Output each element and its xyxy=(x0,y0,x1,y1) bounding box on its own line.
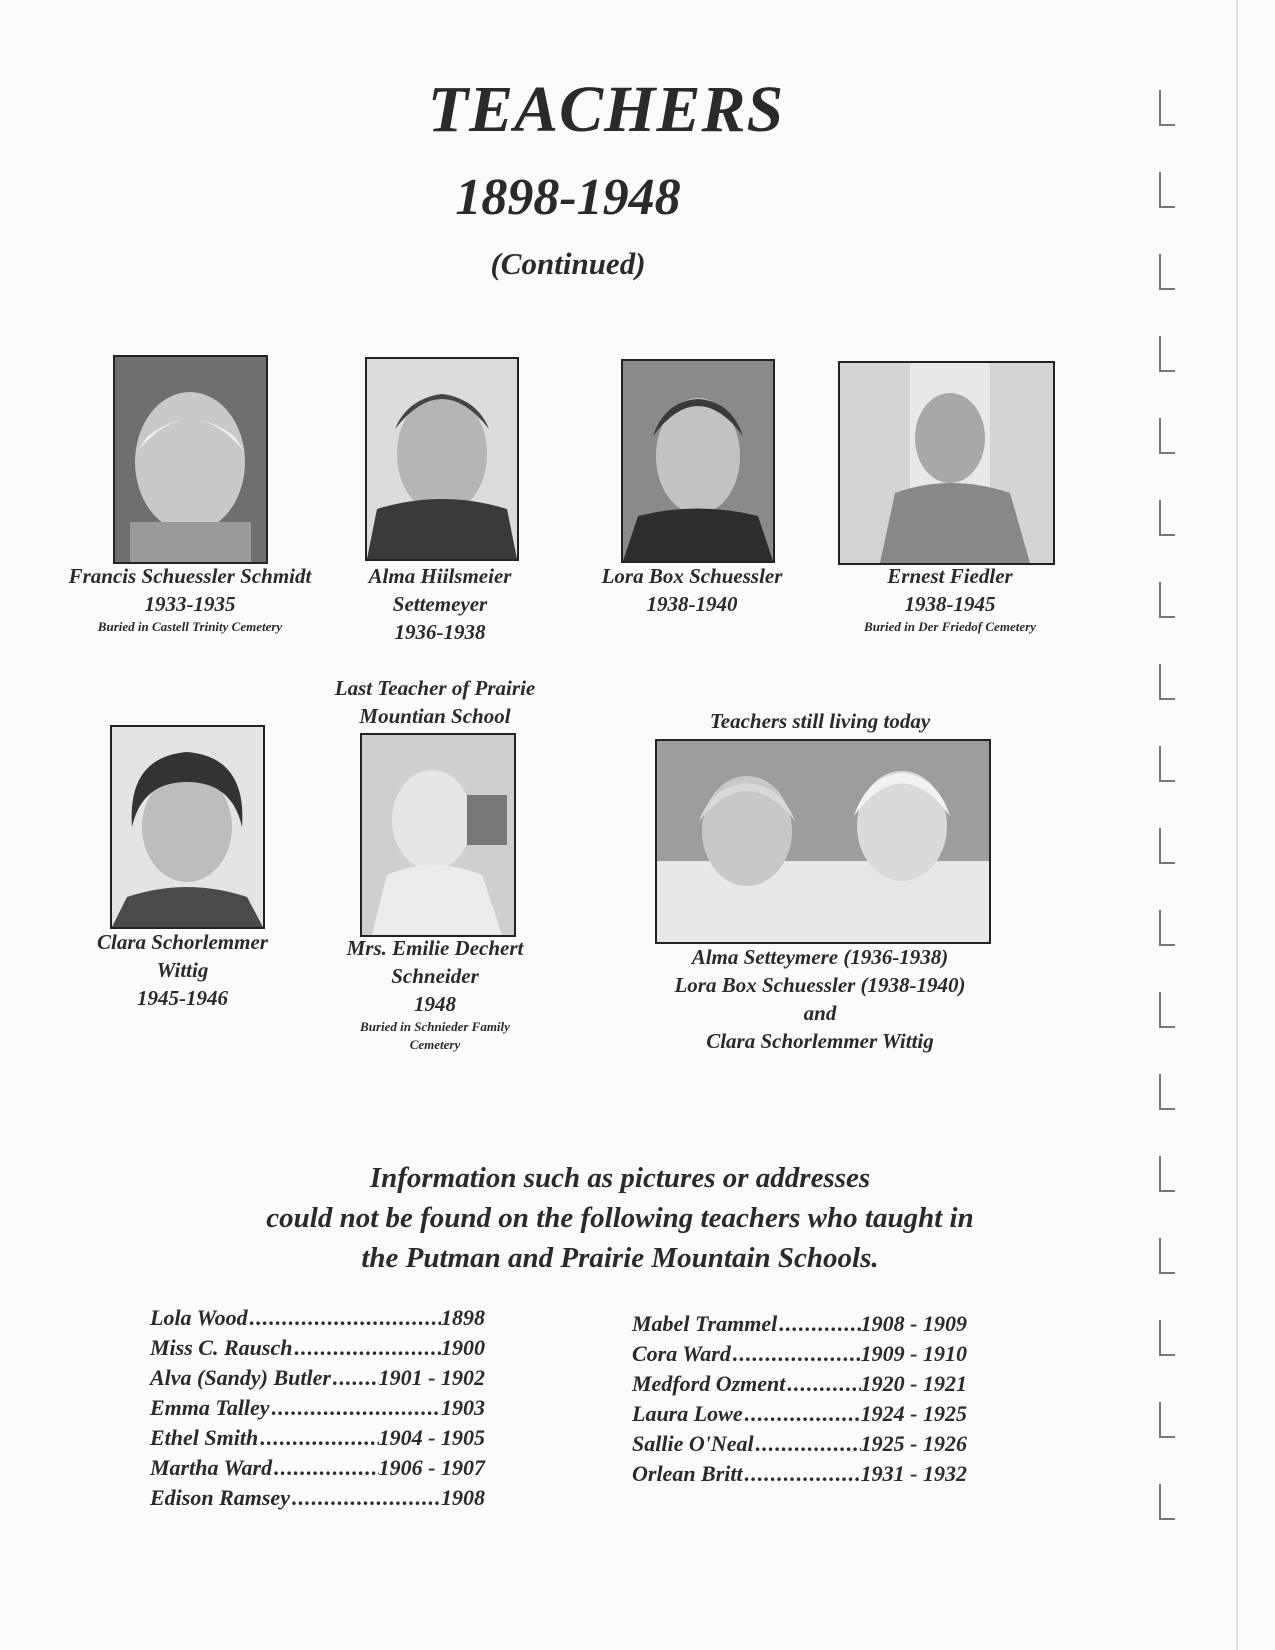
binding-mark xyxy=(1159,992,1175,1028)
teacher-name: Wittig xyxy=(156,958,209,982)
list-item: Cora Ward ..... 1909 - 1910 xyxy=(632,1339,967,1369)
teacher-list-right xyxy=(632,1309,967,1489)
list-item: Martha Ward ..... 1906 - 1907 xyxy=(150,1453,485,1483)
binding-mark xyxy=(1159,172,1175,208)
teacher-years: 1933-1935 xyxy=(144,592,236,616)
info-line: could not be found on the following teachers who taught in xyxy=(266,1202,974,1234)
teacher-name: Ernest Fiedler xyxy=(887,564,1013,588)
binding-mark xyxy=(1159,254,1175,290)
caption-line: Clara Schorlemmer Wittig xyxy=(706,1029,934,1053)
list-item: Edison Ramsey ..... 1908 xyxy=(150,1483,485,1513)
teacher-list-left xyxy=(150,1303,485,1513)
page-title: TEACHERS xyxy=(427,73,785,146)
photo-lora-schuessler xyxy=(621,359,775,563)
binding-mark xyxy=(1159,664,1175,700)
binding-mark xyxy=(1159,746,1175,782)
list-item: Medford Ozment ..... 1920 - 1921 xyxy=(632,1369,967,1399)
info-line: Information such as pictures or addresses xyxy=(369,1162,871,1194)
photo-emilie-schneider xyxy=(360,733,516,937)
photo-ernest-fiedler xyxy=(838,361,1055,565)
photo-clara-wittig xyxy=(110,725,265,929)
teacher-years: 1938-1945 xyxy=(904,592,996,616)
caption-line: and xyxy=(803,1001,837,1025)
caption-lora-schuessler xyxy=(552,562,832,618)
binding-mark xyxy=(1159,1402,1175,1438)
binding-mark xyxy=(1159,1074,1175,1110)
burial-note: Buried in Schnieder Family xyxy=(360,1019,510,1034)
list-item: Alva (Sandy) Butler ..... 1901 - 1902 xyxy=(150,1363,485,1393)
teacher-name: Mrs. Emilie Dechert xyxy=(346,936,524,960)
list-item: Miss C. Rausch ..... 1900 xyxy=(150,1333,485,1363)
binding-mark xyxy=(1159,582,1175,618)
caption-living-teachers xyxy=(600,943,1040,1055)
list-item: Laura Lowe ..... 1924 - 1925 xyxy=(632,1399,967,1429)
burial-note: Buried in Der Friedof Cemetery xyxy=(864,619,1036,634)
teacher-years: 1945-1946 xyxy=(137,986,228,1010)
teacher-name: Settemeyer xyxy=(392,592,488,616)
caption-alma-settemeyer xyxy=(300,562,580,646)
binding-mark xyxy=(1159,1484,1175,1520)
page-years: 1898-1948 xyxy=(455,169,681,226)
list-item: Lola Wood ..... 1898 xyxy=(150,1303,485,1333)
teacher-years: 1936-1938 xyxy=(394,620,486,644)
binding-mark xyxy=(1159,1320,1175,1356)
binding-mark xyxy=(1159,418,1175,454)
teacher-years: 1938-1940 xyxy=(646,592,738,616)
teacher-name: Francis Schuessler Schmidt xyxy=(68,564,312,588)
photo-living-teachers xyxy=(655,739,991,944)
photo-alma-settemeyer xyxy=(365,357,519,561)
last-teacher-label xyxy=(300,674,570,730)
teacher-name: Alma Hiilsmeier xyxy=(368,564,512,588)
info-line: the Putman and Prairie Mountain Schools. xyxy=(361,1242,879,1274)
label-line: Last Teacher of Prairie xyxy=(334,676,536,700)
list-item: Sallie O'Neal ..... 1925 - 1926 xyxy=(632,1429,967,1459)
teacher-name: Lora Box Schuessler xyxy=(601,564,783,588)
teacher-name: Schneider xyxy=(391,964,479,988)
binding-mark xyxy=(1159,828,1175,864)
list-item: Mabel Trammel ..... 1908 - 1909 xyxy=(632,1309,967,1339)
caption-line: Lora Box Schuessler (1938-1940) xyxy=(674,973,966,997)
teacher-name: Clara Schorlemmer xyxy=(97,930,268,954)
photo-francis-schmidt xyxy=(113,355,268,564)
page-subtitle: (Continued) xyxy=(490,246,646,281)
caption-clara-wittig xyxy=(40,928,325,1012)
page-edge xyxy=(1236,0,1238,1650)
caption-emilie-schneider xyxy=(300,934,570,1054)
burial-note: Cemetery xyxy=(409,1037,461,1052)
binding-mark xyxy=(1159,1238,1175,1274)
binding-mark xyxy=(1159,1156,1175,1192)
binding-mark xyxy=(1159,910,1175,946)
list-item: Orlean Britt ..... 1931 - 1932 xyxy=(632,1459,967,1489)
info-paragraph xyxy=(120,1158,1120,1278)
caption-ernest-fiedler xyxy=(810,562,1090,636)
binding-mark xyxy=(1159,336,1175,372)
list-item: Ethel Smith ..... 1904 - 1905 xyxy=(150,1423,485,1453)
caption-line: Alma Setteymere (1936-1938) xyxy=(691,945,949,969)
teacher-years: 1948 xyxy=(414,992,456,1016)
living-teachers-label: Teachers still living today xyxy=(709,709,931,733)
caption-francis-schmidt xyxy=(40,562,340,636)
burial-note: Buried in Castell Trinity Cemetery xyxy=(97,619,283,634)
label-line: Mountian School xyxy=(359,704,511,728)
list-item: Emma Talley ..... 1903 xyxy=(150,1393,485,1423)
binding-mark xyxy=(1159,500,1175,536)
